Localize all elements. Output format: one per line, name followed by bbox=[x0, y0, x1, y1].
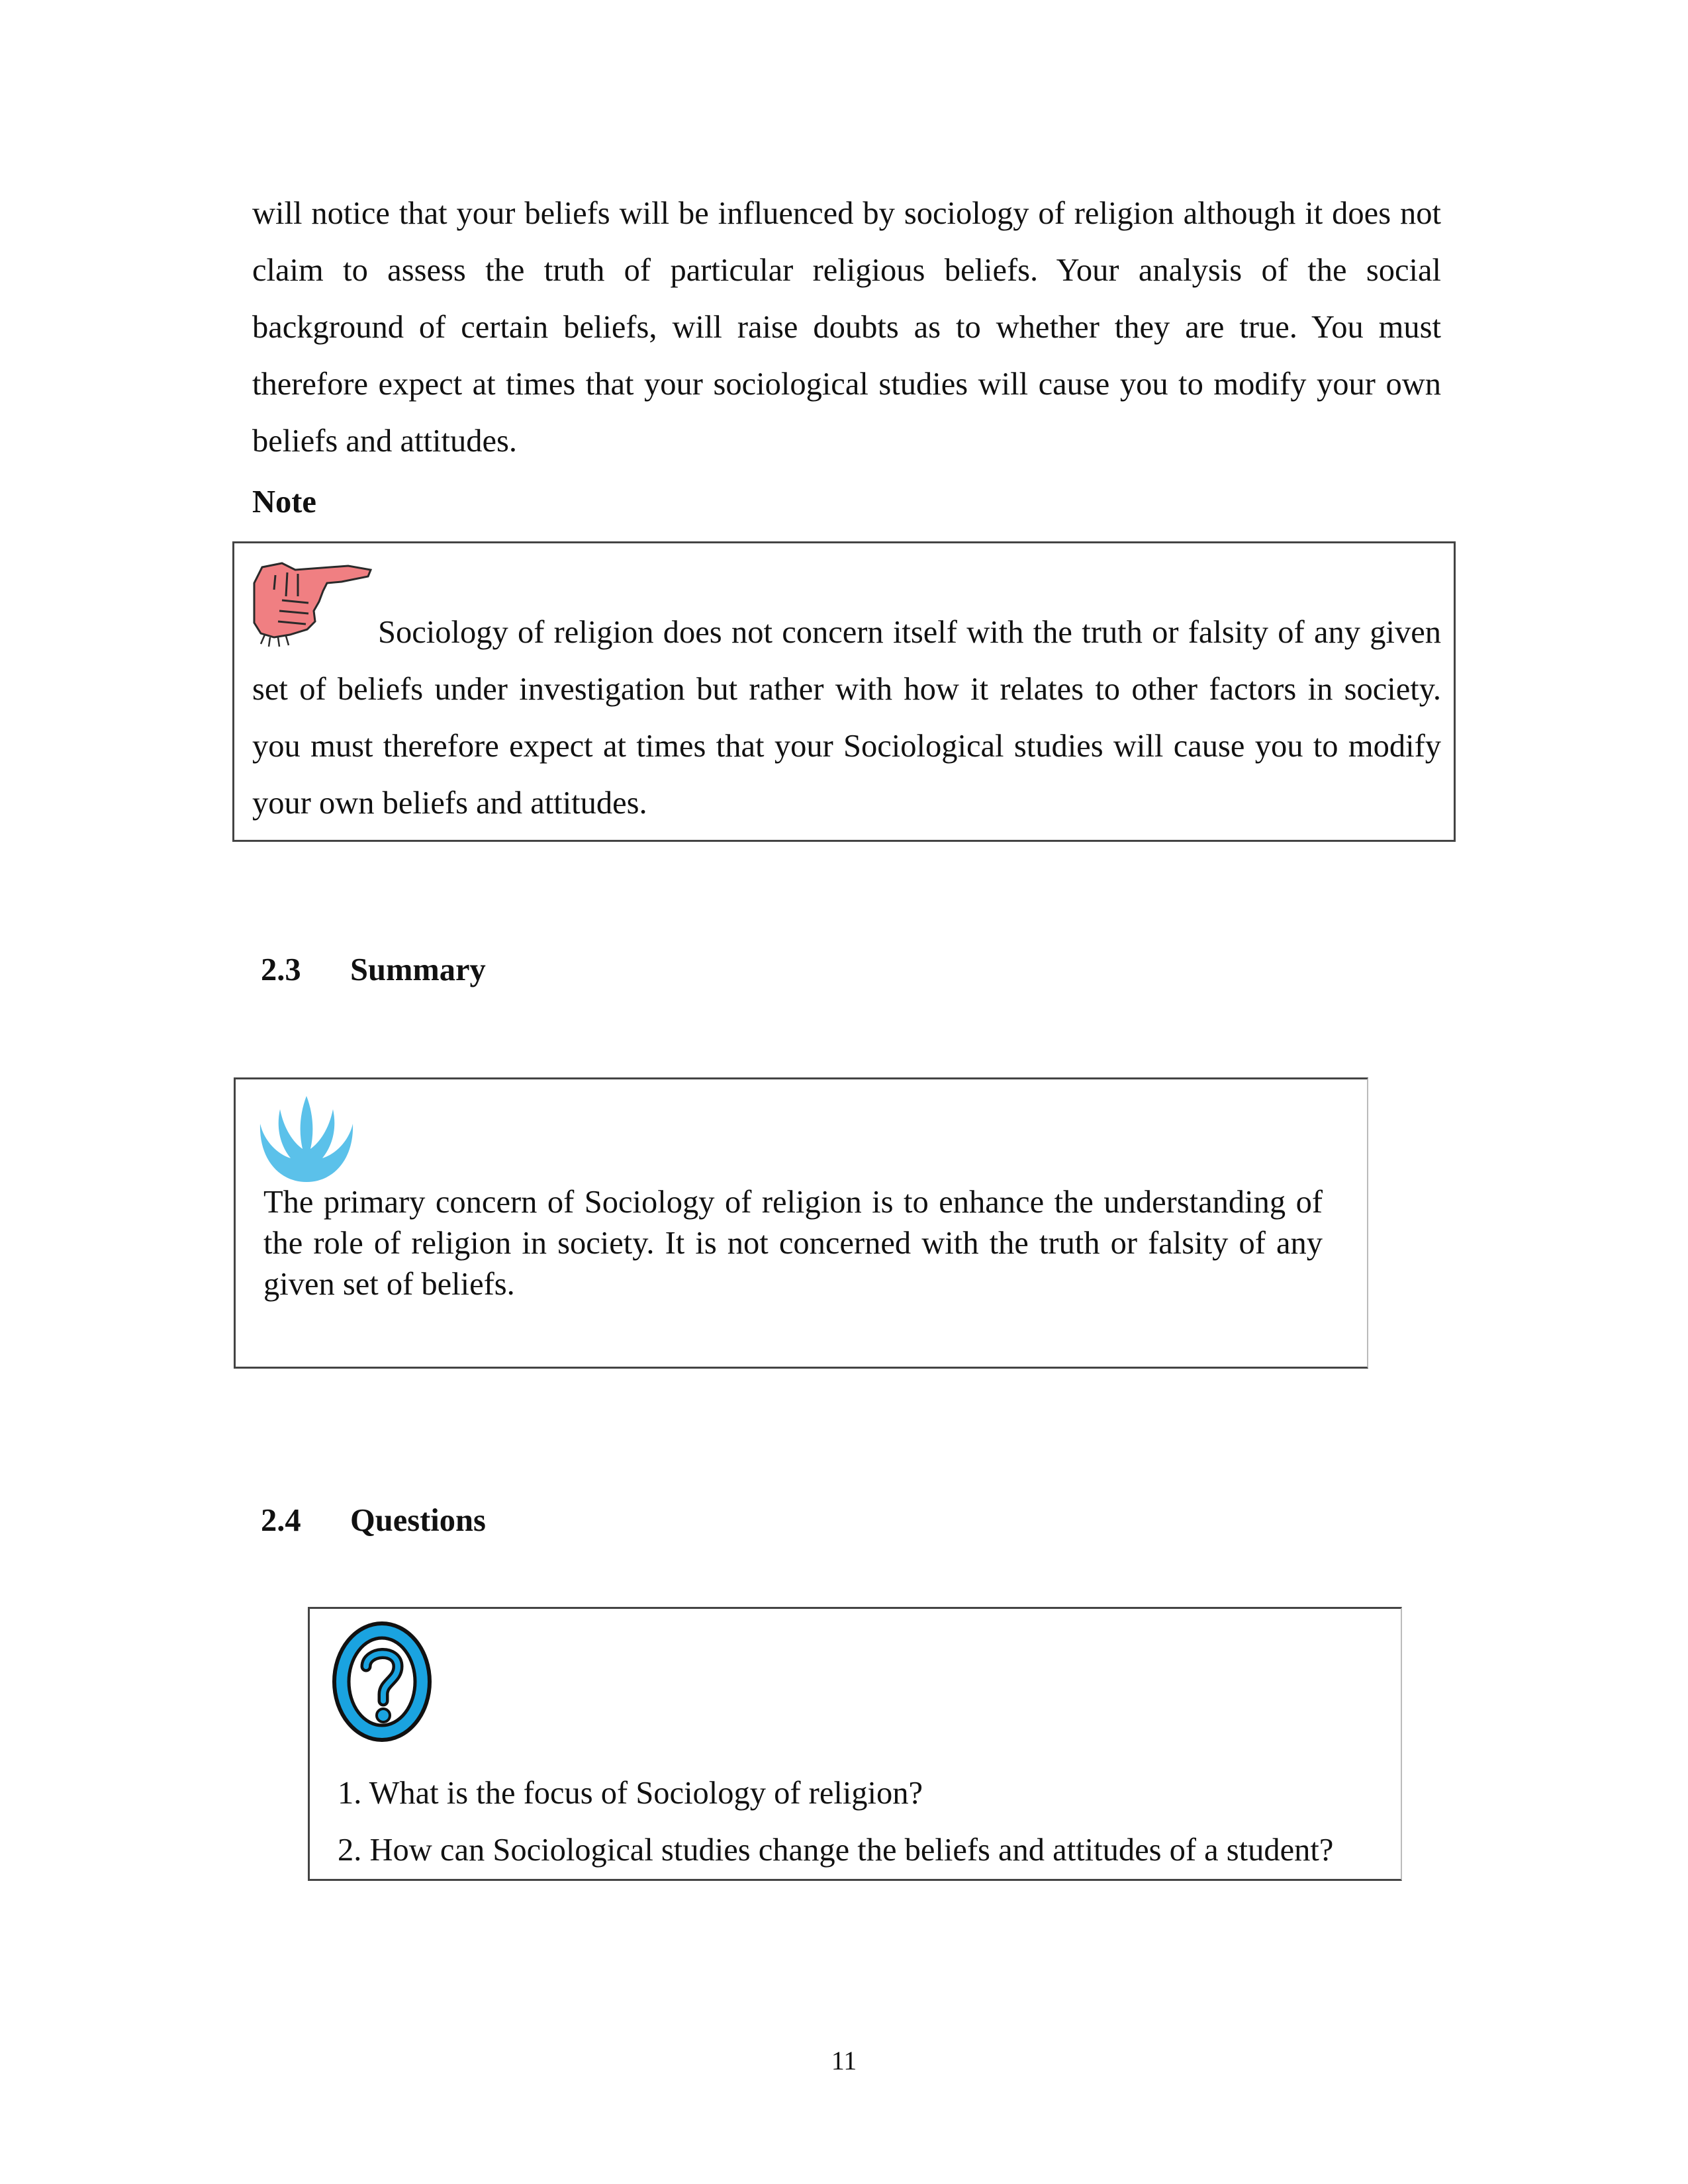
question-item: 1. What is the focus of Sociology of religion? bbox=[338, 1776, 923, 1811]
page-number: 11 bbox=[831, 2046, 857, 2075]
questions-heading bbox=[261, 1502, 486, 1539]
questions-title: Questions bbox=[350, 1503, 486, 1538]
note-text: Sociology of religion does not concern itself with the truth or falsity of any given set of beliefs under investigation but rather with how it relates to other factors in society. you must therefore expect at times that your Sociological studies will cause you to modify your own beliefs and attitudes. bbox=[252, 615, 1441, 821]
questions-box bbox=[308, 1607, 1402, 1881]
summary-number: 2.3 bbox=[261, 952, 301, 987]
note-box bbox=[232, 541, 1456, 842]
summary-swirl-icon bbox=[256, 1089, 357, 1183]
question-list bbox=[338, 1765, 1333, 1879]
summary-box bbox=[234, 1077, 1368, 1369]
questions-number: 2.4 bbox=[261, 1503, 301, 1538]
summary-heading bbox=[261, 952, 486, 988]
summary-title: Summary bbox=[350, 952, 486, 987]
question-item: 2. How can Sociological studies change the beliefs and attitudes of a student? bbox=[338, 1833, 1334, 1868]
summary-text: The primary concern of Sociology of religion is to enhance the understanding of the role of religion in society. It is not concerned with the truth or falsity of any given set of beliefs. bbox=[263, 1185, 1323, 1302]
question-mark-icon bbox=[329, 1619, 435, 1745]
note-label: Note bbox=[252, 484, 316, 520]
intro-paragraph: will notice that your beliefs will be influenced by sociology of religion although it does not claim to assess the truth of particular religious beliefs. Your analysis of the social background of certain beliefs, will raise doubts as to whether they are true. You must therefore expect at times that your sociological studies will cause you to modify your own beliefs and attitudes. bbox=[252, 196, 1441, 459]
